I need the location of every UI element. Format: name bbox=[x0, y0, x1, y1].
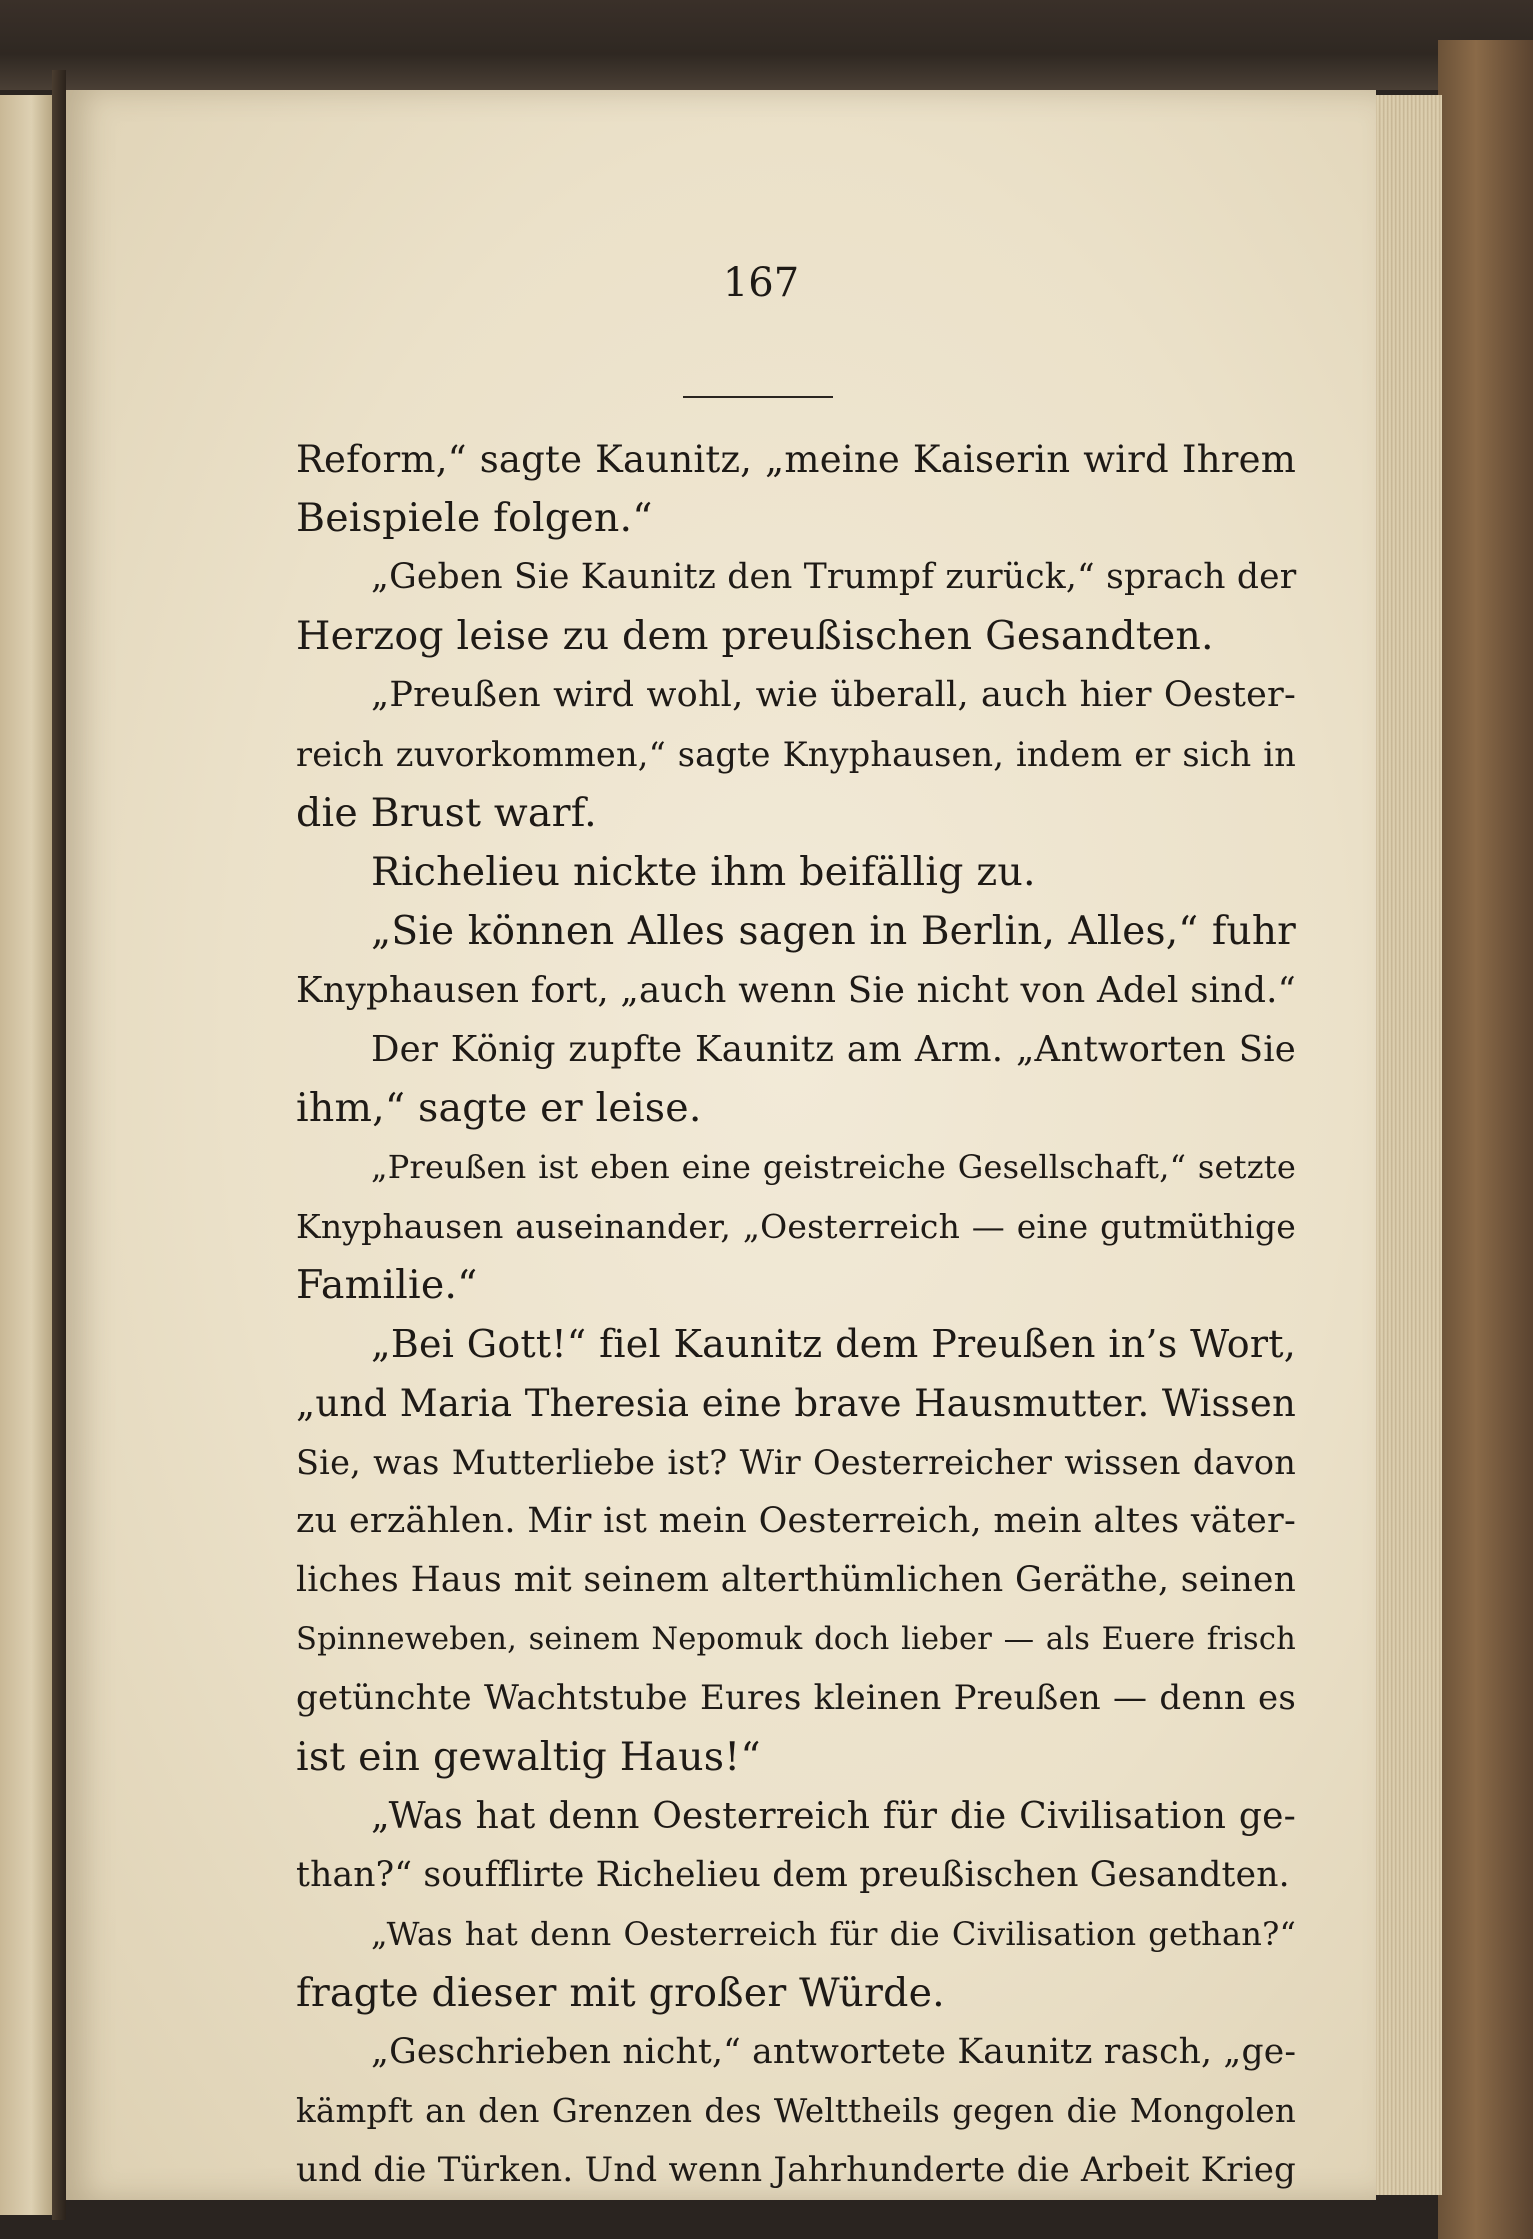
text-line: Herzog leise zu dem preußischen Gesandten. bbox=[296, 613, 1214, 659]
text-line: „und Maria Theresia eine brave Hausmutter. Wissen bbox=[296, 1382, 1296, 1425]
text-line: zu erzählen. Mir ist mein Oesterreich, mein altes väter- bbox=[296, 1501, 1296, 1541]
text-line: „Was hat denn Oesterreich für die Civilisation gethan?“ bbox=[371, 1915, 1296, 1953]
page-text-body bbox=[296, 430, 1296, 2200]
text-line: „Bei Gott!“ fiel Kaunitz dem Preußen in’s Wort, bbox=[371, 1322, 1296, 1366]
page-block-edge bbox=[1370, 95, 1442, 2195]
text-line: fragte dieser mit großer Würde. bbox=[296, 1970, 945, 2016]
text-line: getünchte Wachtstube Eures kleinen Preußen — denn es bbox=[296, 1678, 1296, 1718]
text-line: „Sie können Alles sagen in Berlin, Alles,“ fuhr bbox=[371, 909, 1296, 954]
text-line: Reform,“ sagte Kaunitz, „meine Kaiserin wird Ihrem bbox=[296, 438, 1296, 481]
text-line: „Preußen ist eben eine geistreiche Gesellschaft,“ setzte bbox=[371, 1148, 1296, 1186]
text-line: Beispiele folgen.“ bbox=[296, 495, 653, 541]
text-line: Knyphausen fort, „auch wenn Sie nicht von Adel sind.“ bbox=[296, 970, 1296, 1011]
text-line: „Preußen wird wohl, wie überall, auch hier Oester- bbox=[371, 675, 1296, 715]
text-line: „Geben Sie Kaunitz den Trumpf zurück,“ sprach der bbox=[371, 557, 1297, 597]
text-line: Spinneweben, seinem Nepomuk doch lieber — als Euere frisch bbox=[296, 1622, 1296, 1657]
text-line: Richelieu nickte ihm beifällig zu. bbox=[371, 849, 1036, 895]
text-line: „Was hat denn Oesterreich für die Civilisation ge- bbox=[371, 1796, 1296, 1837]
text-line: reich zuvorkommen,“ sagte Knyphausen, indem er sich in bbox=[296, 735, 1296, 774]
text-line: ist ein gewaltig Haus!“ bbox=[296, 1734, 761, 1780]
book-cover-right bbox=[1438, 40, 1533, 2239]
text-line: than?“ soufflirte Richelieu dem preußischen Gesandten. bbox=[296, 1855, 1290, 1895]
text-line: ihm,“ sagte er leise. bbox=[296, 1085, 702, 1131]
text-line: Der König zupfte Kaunitz am Arm. „Antworten Sie bbox=[371, 1029, 1296, 1070]
page-number: 167 bbox=[722, 260, 800, 306]
book-cover-top bbox=[0, 0, 1533, 90]
text-line: Familie.“ bbox=[296, 1262, 478, 1308]
text-line: die Brust warf. bbox=[296, 790, 597, 836]
text-line: liches Haus mit seinem alterthümlichen Geräthe, seinen bbox=[296, 1560, 1296, 1600]
text-line: „Geschrieben nicht,“ antwortete Kaunitz rasch, „ge- bbox=[371, 2032, 1297, 2072]
text-line: Sie, was Mutterliebe ist? Wir Oesterreicher wissen davon bbox=[296, 1443, 1296, 1482]
book-page bbox=[66, 90, 1376, 2200]
text-line: und die Türken. Und wenn Jahrhunderte die Arbeit Krieg bbox=[296, 2150, 1296, 2190]
left-page-edge bbox=[0, 95, 55, 2215]
text-line: Knyphausen auseinander, „Oesterreich — eine gutmüthige bbox=[296, 1207, 1296, 1246]
book-gutter bbox=[52, 70, 66, 2220]
page-number-rule bbox=[683, 396, 833, 398]
text-line: kämpft an den Grenzen des Welttheils gegen die Mongolen bbox=[296, 2092, 1296, 2130]
